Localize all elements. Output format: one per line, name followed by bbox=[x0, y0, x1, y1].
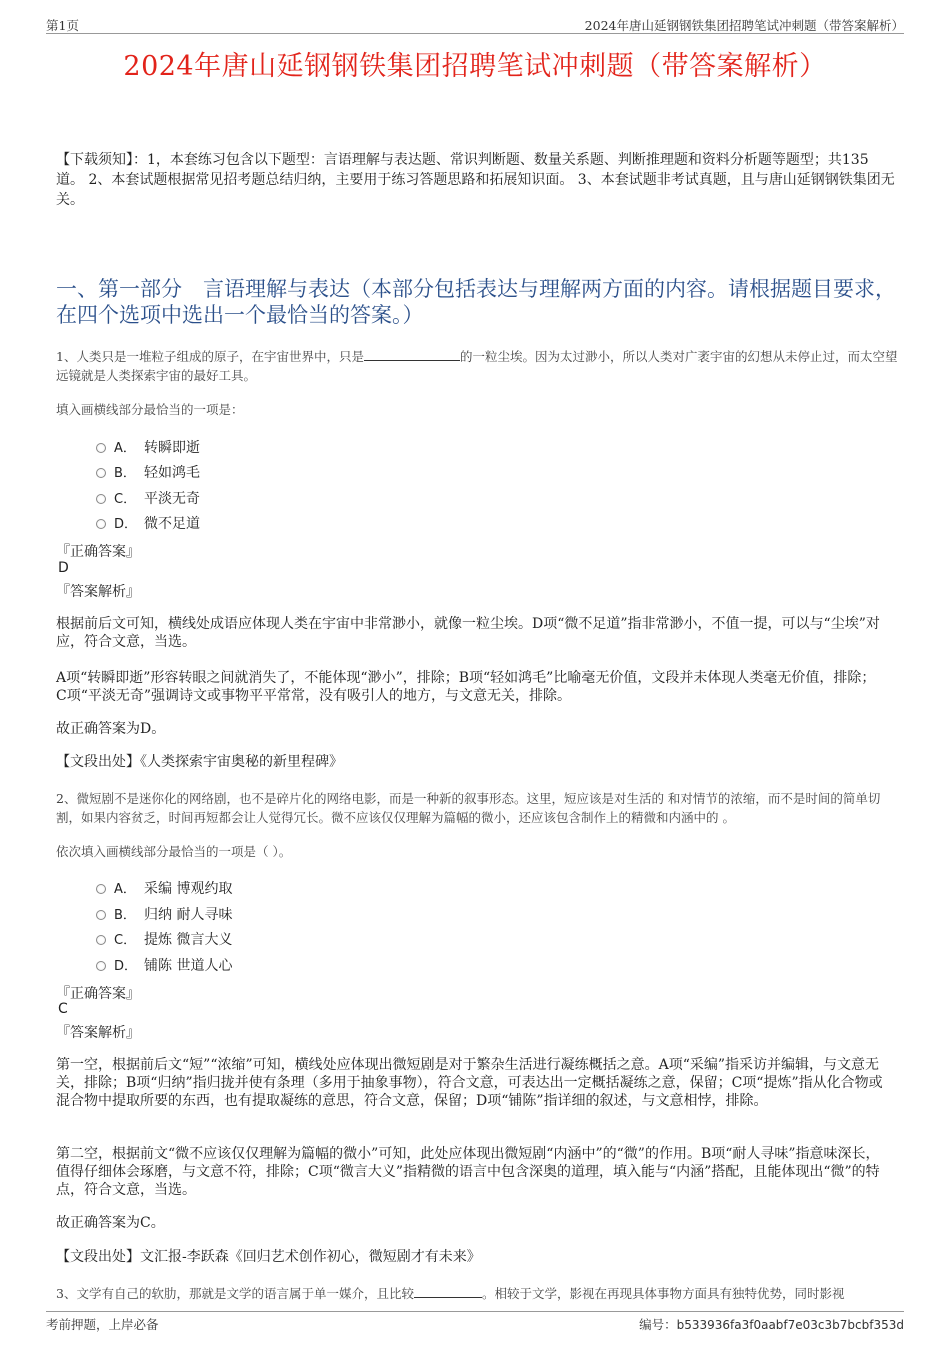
radio-icon[interactable] bbox=[96, 519, 106, 529]
q2-source: 【文段出处】文汇报-李跃森《回归艺术创作初心，微短剧才有未来》 bbox=[56, 1249, 481, 1265]
q1-answer-label: 『正确答案』 bbox=[56, 544, 140, 560]
page-number: 第1页 bbox=[46, 18, 79, 33]
q1-source: 【文段出处】《人类探索宇宙奥秘的新里程碑》 bbox=[56, 754, 343, 770]
q2-prompt: 依次填入画横线部分最恰当的一项是（ ）。 bbox=[56, 844, 292, 859]
q3-blank bbox=[414, 1285, 482, 1298]
q3-stem: 3、文学有自己的软肋，那就是文学的语言属于单一媒介，且比较 。相较于文学，影视在再现具体事物方面具有独特优势，同时影视 bbox=[56, 1286, 845, 1301]
radio-icon[interactable] bbox=[96, 494, 106, 504]
radio-icon[interactable] bbox=[96, 910, 106, 920]
footer-slogan: 考前押题，上岸必备 bbox=[46, 1317, 159, 1332]
q1-conclusion: 故正确答案为D。 bbox=[56, 721, 166, 737]
q1-stem: 1、人类只是一堆粒子组成的原子，在宇宙世界中，只是 的一粒尘埃。因为太过渺小，所以人类对广袤宇宙的幻想从未停止过，而太空望远镜就是人类探索宇宙的最好工具。 bbox=[56, 349, 898, 383]
q2-stem: 2、微短剧不是迷你化的网络剧，也不是碎片化的网络电影，而是一种新的叙事形态。这里，短应该是对生活的 和对情节的浓缩，而不是时间的简单切割，如果内容贫乏，时间再短都会让人觉得冗长。微不应该仅仅理解为篇幅的微小，还应该包含制作上的精微和内涵中的 。 bbox=[56, 791, 881, 825]
radio-icon[interactable] bbox=[96, 884, 106, 894]
q2-answer-label: 『正确答案』 bbox=[56, 986, 140, 1002]
page-footer bbox=[46, 1311, 904, 1333]
page-title: 2024年唐山延钢钢铁集团招聘笔试冲刺题（带答案解析） bbox=[123, 51, 827, 82]
radio-icon[interactable] bbox=[96, 961, 106, 971]
q1-prompt: 填入画横线部分最恰当的一项是： bbox=[56, 402, 244, 417]
q1-analysis-p1: 根据前后文可知，横线处成语应体现人类在宇宙中非常渺小，就像一粒尘埃。D项“微不足道”指非常渺小，不值一提，可以与“尘埃”对应，符合文意，当选。 bbox=[56, 616, 880, 650]
q2-conclusion: 故正确答案为C。 bbox=[56, 1215, 165, 1231]
q2-analysis-p1: 第一空，根据前后文“短”“浓缩”可知，横线处应体现出微短剧是对于繁杂生活进行凝练概括之意。A项“采编”指采访并编辑，与文意无关，排除；B项“归纳”指归拢并使有条理（多用于抽象事物），符合文意，可表达出一定概括凝练之意，保留；C项“提炼”指从化合物或混合物中提取所要的东西，也有提取凝练的意思，符合文意，保留；D项“铺陈”指详细的叙述，与文意相悖，排除。 bbox=[56, 1057, 883, 1109]
q2-analysis-p2: 第二空，根据前文“微不应该仅仅理解为篇幅的微小”可知，此处应体现出微短剧“内涵中”的“微”的作用。B项“耐人寻味”指意味深长，值得仔细体会琢磨，与文意不符，排除；C项“微言大义”指精微的语言中包含深奥的道理，填入能与“内涵”搭配，且能体现出“微”的特点，符合文意，当选。 bbox=[56, 1146, 880, 1198]
radio-icon[interactable] bbox=[96, 468, 106, 478]
radio-icon[interactable] bbox=[96, 935, 106, 945]
radio-icon[interactable] bbox=[96, 443, 106, 453]
page-header bbox=[46, 14, 904, 34]
q1-blank bbox=[364, 348, 460, 361]
download-notice: 【下载须知】：1，本套练习包含以下题型：言语理解与表达题、常识判断题、数量关系题、判断推理题和资料分析题等题型；共135道。 2、本套试题根据常见招考题总结归纳，主要用于练习答题思路和拓展知识面。 3、本套试题非考试真题，且与唐山延钢钢铁集团无关。 bbox=[56, 152, 895, 208]
q2-analysis-label: 『答案解析』 bbox=[56, 1025, 140, 1041]
q1-analysis-p2: A项“转瞬即逝”形容转眼之间就消失了，不能体现“渺小”，排除；B项“轻如鸿毛”比喻毫无价值，文段并未体现人类毫无价值，排除；C项“平淡无奇”强调诗文或事物平平常常，没有吸引人的地方，与文意无关，排除。 bbox=[56, 670, 876, 704]
header-doc-title: 2024年唐山延钢钢铁集团招聘笔试冲刺题（带答案解析） bbox=[584, 18, 904, 33]
q1-analysis-label: 『答案解析』 bbox=[56, 584, 140, 600]
footer-code: 编号：b533936fa3f0aabf7e03c3b7bcbf353d bbox=[639, 1317, 904, 1332]
q1-answer: D bbox=[58, 560, 69, 576]
section-title: 一、第一部分 言语理解与表达（本部分包括表达与理解两方面的内容。请根据题目要求，在四个选项中选出一个最恰当的答案。） bbox=[56, 277, 896, 327]
q2-answer: C bbox=[58, 1001, 68, 1017]
